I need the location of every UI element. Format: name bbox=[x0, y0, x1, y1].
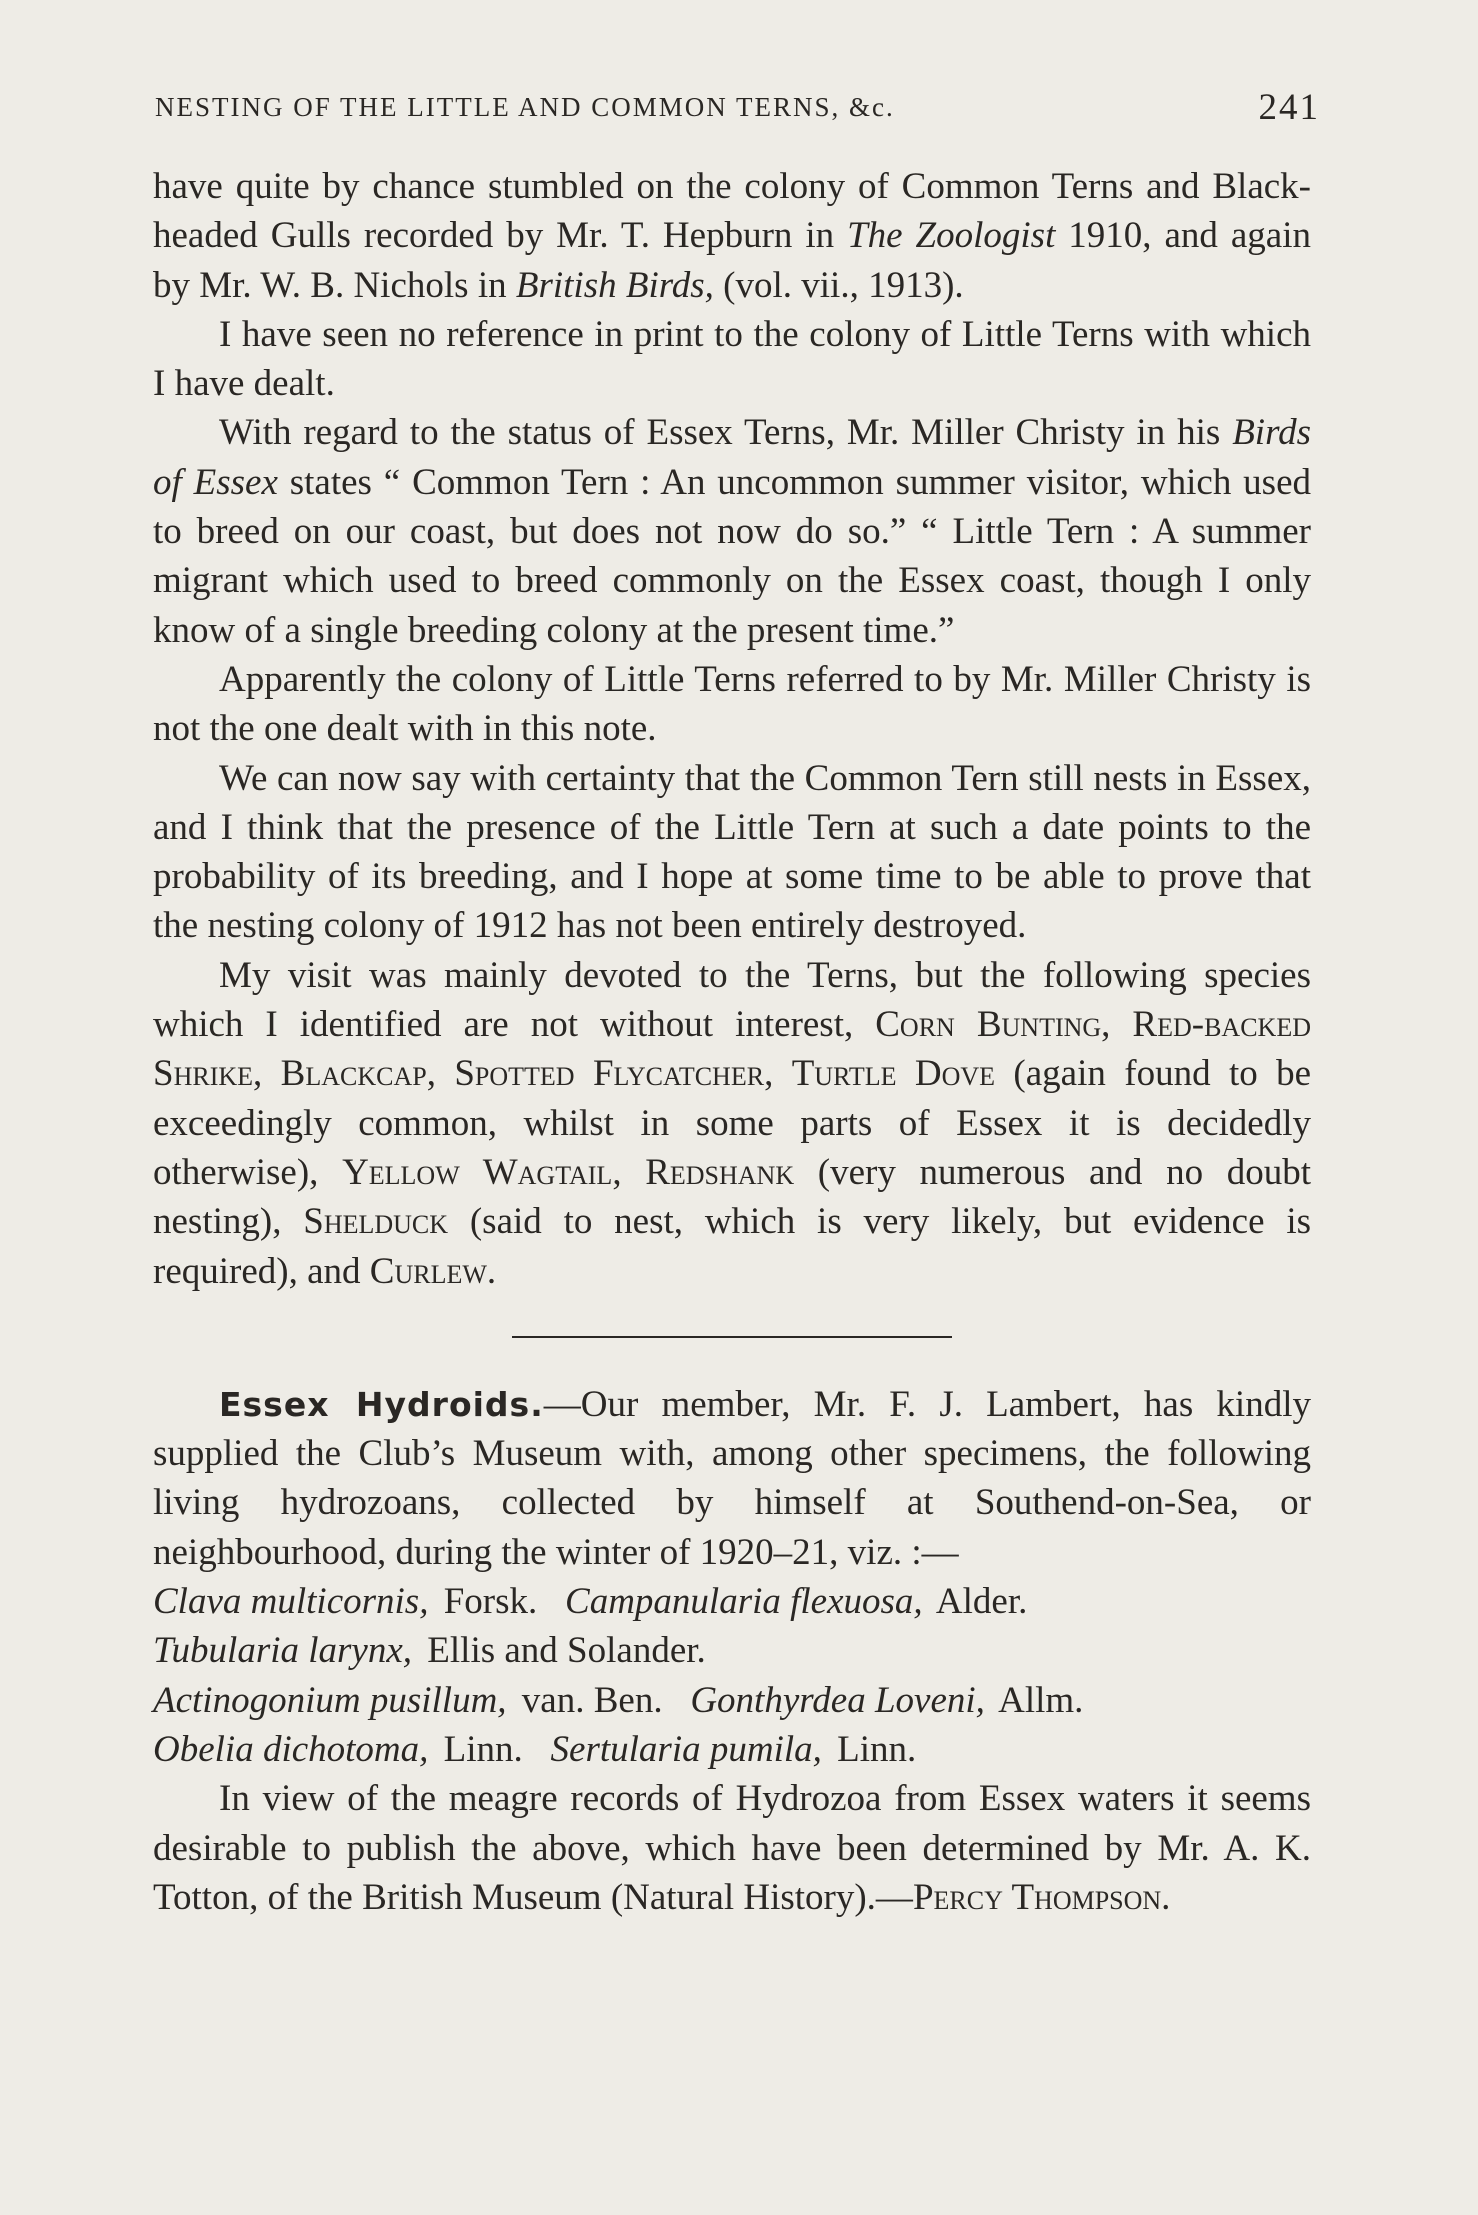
species-authority: Allm. bbox=[998, 1679, 1084, 1721]
journal-title: British Birds, bbox=[515, 264, 714, 306]
species-binomial: Campanularia flexuosa, bbox=[565, 1581, 923, 1623]
text-run: (very numerous and no doubt nesting), bbox=[153, 1151, 1311, 1243]
species-authority: Forsk. bbox=[443, 1581, 538, 1623]
hydroids-closing bbox=[153, 1774, 1311, 1922]
species-authority: Alder. bbox=[935, 1581, 1028, 1623]
author-signature: Percy Thompson. bbox=[912, 1876, 1171, 1918]
species-binomial: Clava multicornis, bbox=[153, 1581, 429, 1623]
species-line-1 bbox=[153, 1577, 1311, 1626]
text-run: , bbox=[612, 1151, 646, 1193]
text-run: , bbox=[764, 1053, 792, 1095]
running-head-title: NESTING OF THE LITTLE AND COMMON TERNS, &c. bbox=[155, 92, 895, 122]
species-name: Curlew bbox=[369, 1250, 487, 1292]
section-divider bbox=[512, 1336, 952, 1338]
species-name: Red-backed Shrike bbox=[153, 1004, 1311, 1095]
paragraph-5: We can now say with certainty that the Common Tern still nests in Essex, and I think that the presence of the Little Tern at such a date points to the probability of its breeding, and I hope at some time to be able to prove that the nesting colony of 1912 has not been entirely destroyed. bbox=[153, 757, 1311, 947]
text-run: , bbox=[426, 1053, 455, 1095]
species-binomial: Gonthyrdea Loveni, bbox=[690, 1679, 985, 1721]
species-name: Redshank bbox=[645, 1151, 795, 1193]
text-run: (vol. vii., 1913). bbox=[713, 264, 964, 306]
species-authority: Linn. bbox=[837, 1728, 917, 1770]
text-run: With regard to the status of Essex Terns, Mr. Miller Christy in his bbox=[219, 412, 1233, 454]
species-authority: van. Ben. bbox=[521, 1679, 663, 1721]
species-line-3 bbox=[153, 1676, 1311, 1725]
note-heading: Essex Hydroids. bbox=[219, 1384, 544, 1424]
hydroids-intro bbox=[153, 1380, 1311, 1577]
species-binomial: Sertularia pumila, bbox=[550, 1728, 822, 1770]
species-name: Corn Bunting bbox=[875, 1004, 1102, 1046]
paragraph-2: I have seen no reference in print to the colony of Little Terns with which I have dealt. bbox=[153, 313, 1311, 405]
text-run: . bbox=[486, 1250, 497, 1292]
article-body bbox=[153, 162, 1311, 1922]
species-binomial: Obelia dichotoma, bbox=[153, 1728, 429, 1770]
text-run: My visit was mainly devoted to the Terns, but the following species which I identified are not without interest, bbox=[153, 954, 1311, 1046]
text-run: (said to nest, which is very likely, but evidence is required), and bbox=[153, 1201, 1312, 1292]
book-title: Birds of Essex bbox=[153, 412, 1311, 503]
species-binomial: Tubularia larynx, bbox=[153, 1630, 413, 1672]
paragraph-3 bbox=[153, 408, 1311, 654]
text-run: 1910, and again by Mr. W. B. Nichols in bbox=[153, 215, 1312, 306]
page-number: 241 bbox=[1258, 87, 1320, 128]
species-name: Turtle Dove bbox=[791, 1053, 996, 1095]
species-authority: Linn. bbox=[443, 1728, 523, 1770]
text-run: states “ Common Tern : An uncommon summer visitor, which used to breed on our coast, but does not now do so.” “ Little Tern : A summer migrant which used to breed commonly on the Essex coast, though I only know of a single breeding colony at the present time.” bbox=[153, 461, 1311, 651]
species-line-4 bbox=[153, 1725, 1311, 1774]
text-run: , bbox=[253, 1053, 281, 1095]
species-name: Yellow Wagtail bbox=[342, 1151, 613, 1193]
species-binomial: Actinogonium pusillum, bbox=[153, 1679, 507, 1721]
paragraph-4: Apparently the colony of Little Terns referred to by Mr. Miller Christy is not the one dealt with in this note. bbox=[153, 658, 1311, 750]
text-run: —Our member, Mr. F. J. Lambert, has kindly supplied the Club’s Museum with, among other specimens, the following living hydrozoans, collected by himself at Southend-on-Sea, or neighbourhood, during the winter of 1920–21, viz. :— bbox=[153, 1383, 1311, 1573]
text-run: have quite by chance stumbled on the colony of Common Terns and Black-headed Gulls recorded by Mr. T. Hepburn in bbox=[153, 166, 1311, 257]
species-name: Blackcap bbox=[280, 1053, 427, 1095]
species-authority: Ellis and Solander. bbox=[427, 1630, 706, 1672]
paragraph-6 bbox=[153, 951, 1311, 1296]
paragraph-1 bbox=[153, 162, 1311, 310]
journal-title: The Zoologist bbox=[847, 215, 1056, 257]
text-run: (again found to be exceedingly common, whilst in some parts of Essex it is decidedly otherwise), bbox=[153, 1053, 1312, 1193]
species-name: Shelduck bbox=[303, 1201, 449, 1243]
running-head bbox=[155, 87, 1320, 128]
text-run: , bbox=[1101, 1004, 1133, 1046]
species-name: Spotted Flycatcher bbox=[454, 1053, 765, 1095]
species-line-2 bbox=[153, 1626, 1311, 1675]
text-run: In view of the meagre records of Hydrozoa from Essex waters it seems desirable to publish the above, which have been determined by Mr. A. K. Totton, of the British Museum (Natural History).— bbox=[153, 1778, 1311, 1918]
